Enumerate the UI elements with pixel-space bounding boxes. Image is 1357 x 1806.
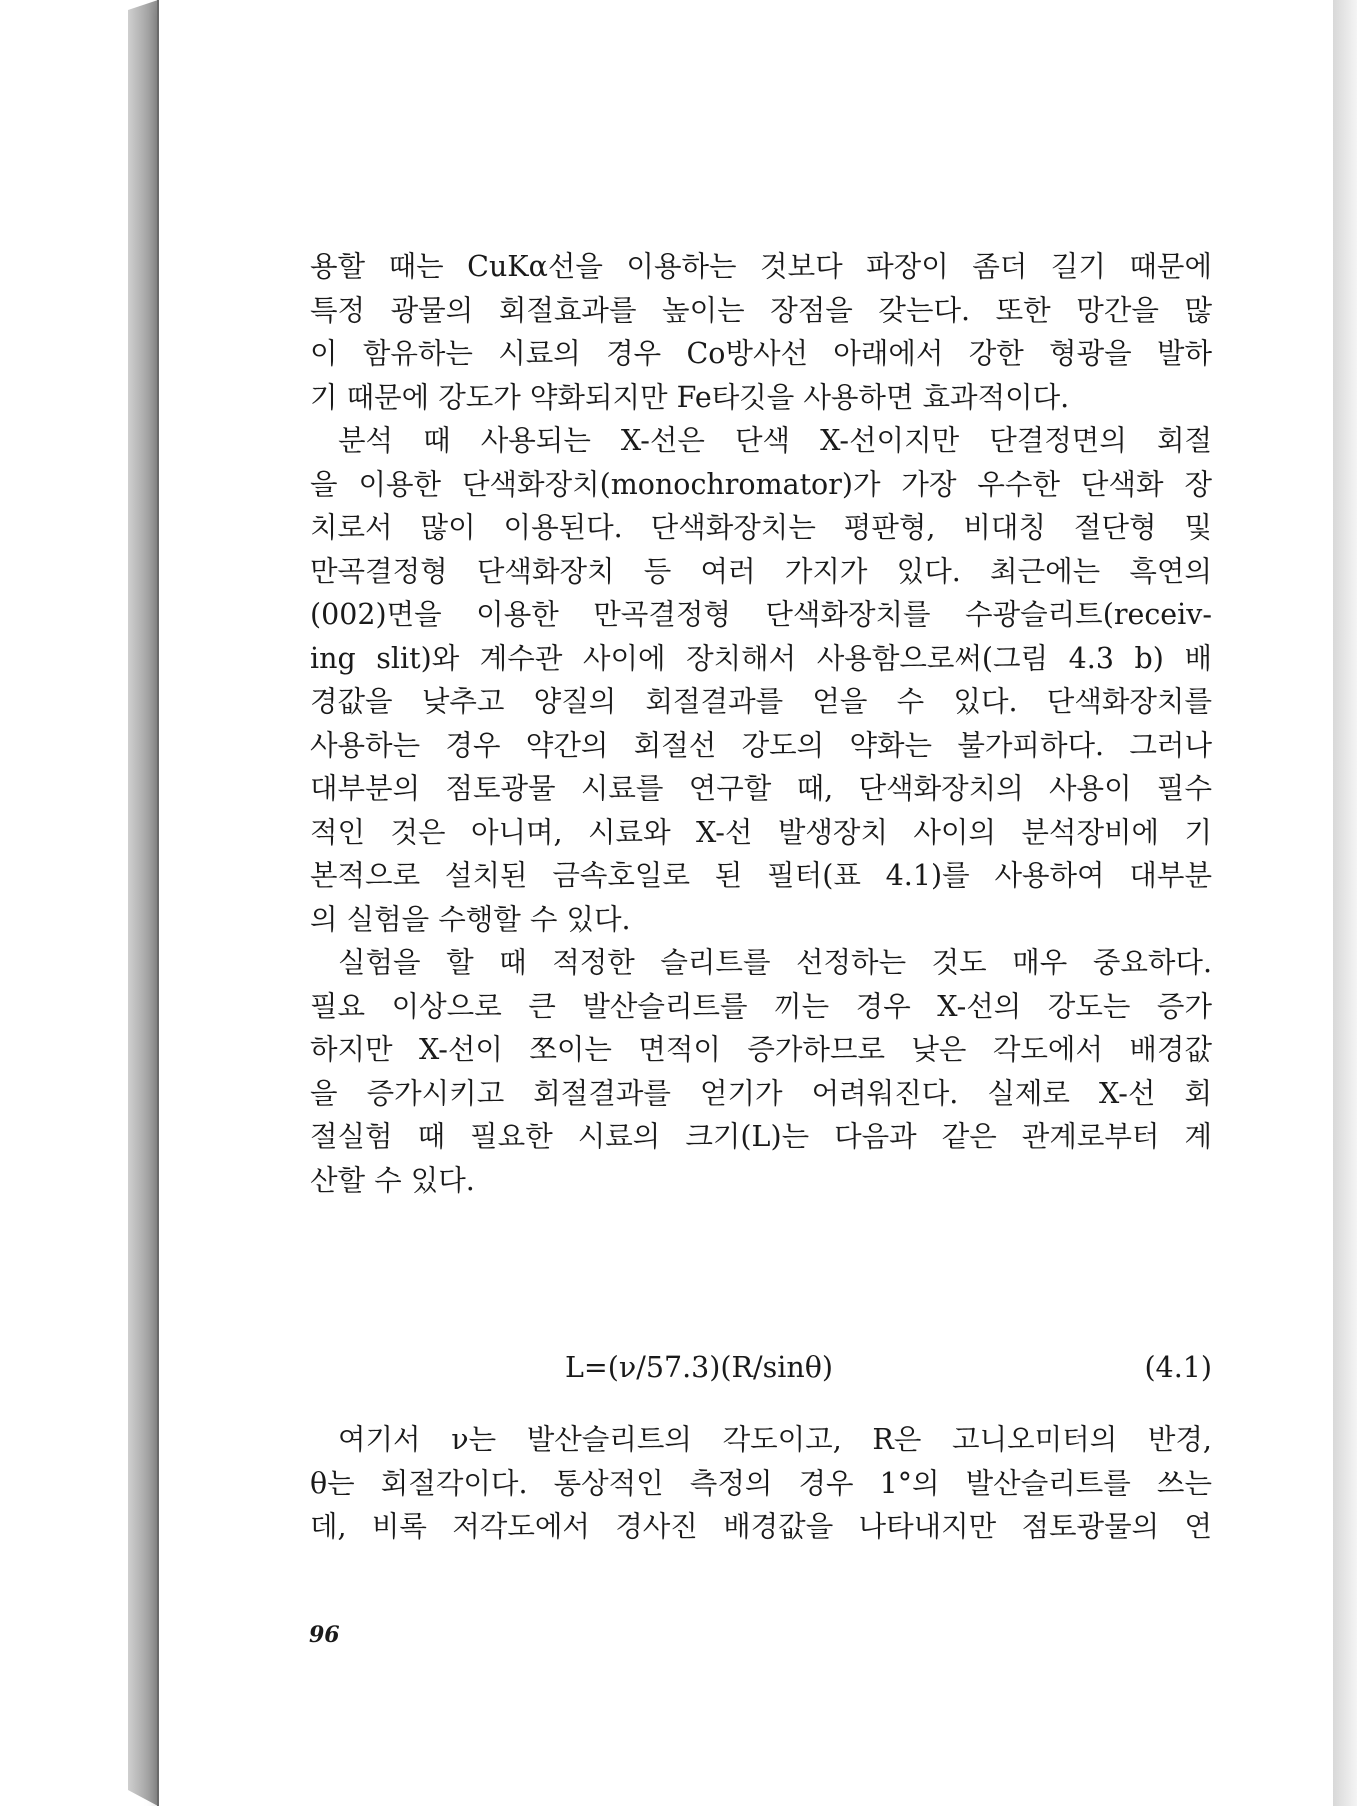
equation-number: (4.1): [1144, 1351, 1212, 1384]
text-line: 산할 수 있다.: [310, 1163, 475, 1197]
text-line: 데, 비록 저각도에서 경사진 배경값을 나타내지만 점토광물의 연: [310, 1510, 1212, 1543]
text-line: 여기서 ν는 발산슬리트의 각도이고, R은 고니오미터의 반경,: [338, 1423, 1212, 1456]
text-line: 을 이용한 단색화장치(monochromator)가 가장 우수한 단색화 장: [310, 467, 1212, 501]
text-line: 의 실험을 수행할 수 있다.: [310, 902, 631, 936]
body-text: [310, 245, 1212, 1202]
equation-expression: L=(ν/57.3)(R/sinθ): [565, 1351, 833, 1384]
text-line: 필요 이상으로 큰 발산슬리트를 끼는 경우 X-선의 강도는 증가: [310, 989, 1212, 1023]
page-number: 96: [309, 1622, 340, 1648]
text-line: 치로서 많이 이용된다. 단색화장치는 평판형, 비대칭 절단형 및: [310, 511, 1212, 544]
body-text-continued: [310, 1418, 1212, 1549]
text-line: (002)면을 이용한 만곡결정형 단색화장치를 수광슬리트(receiv-: [310, 598, 1212, 631]
book-spine: [128, 0, 158, 1806]
text-line: 특정 광물의 회절효과를 높이는 장점을 갖는다. 또한 망간을 많: [310, 293, 1212, 327]
page-edge-shade: [1333, 0, 1357, 1806]
text-line: 대부분의 점토광물 시료를 연구할 때, 단색화장치의 사용이 필수: [310, 772, 1212, 805]
text-line: 이 함유하는 시료의 경우 Co방사선 아래에서 강한 형광을 발하: [310, 337, 1212, 370]
text-line: 경값을 낮추고 양질의 회절결과를 얻을 수 있다. 단색화장치를: [310, 685, 1212, 718]
text-line: 을 증가시키고 회절결과를 얻기가 어려워진다. 실제로 X-선 회: [310, 1076, 1212, 1110]
text-line: ing slit)와 계수관 사이에 장치해서 사용함으로써(그림 4.3 b) 배: [310, 641, 1212, 675]
text-line: 기 때문에 강도가 약화되지만 Fe타깃을 사용하면 효과적이다.: [310, 380, 1070, 414]
text-line: 용할 때는 CuKα선을 이용하는 것보다 파장이 좀더 길기 때문에: [310, 250, 1212, 283]
equation-4-1: [310, 1345, 1212, 1395]
text-line: 절실험 때 필요한 시료의 크기(L)는 다음과 같은 관계로부터 계: [310, 1120, 1212, 1153]
text-line: 적인 것은 아니며, 시료와 X-선 발생장치 사이의 분석장비에 기: [310, 815, 1212, 849]
text-line: 분석 때 사용되는 X-선은 단색 X-선이지만 단결정면의 회절: [338, 424, 1212, 457]
text-line: 만곡결정형 단색화장치 등 여러 가지가 있다. 최근에는 흑연의: [310, 554, 1212, 588]
text-line: 사용하는 경우 약간의 회절선 강도의 약화는 불가피하다. 그러나: [310, 728, 1212, 762]
text-line: 본적으로 설치된 금속호일로 된 필터(표 4.1)를 사용하여 대부분: [310, 859, 1212, 892]
text-line: 실험을 할 때 적정한 슬리트를 선정하는 것도 매우 중요하다.: [338, 946, 1212, 979]
text-line: θ는 회절각이다. 통상적인 측정의 경우 1°의 발산슬리트를 쓰는: [310, 1466, 1212, 1500]
text-line: 하지만 X-선이 쪼이는 면적이 증가하므로 낮은 각도에서 배경값: [310, 1033, 1212, 1066]
